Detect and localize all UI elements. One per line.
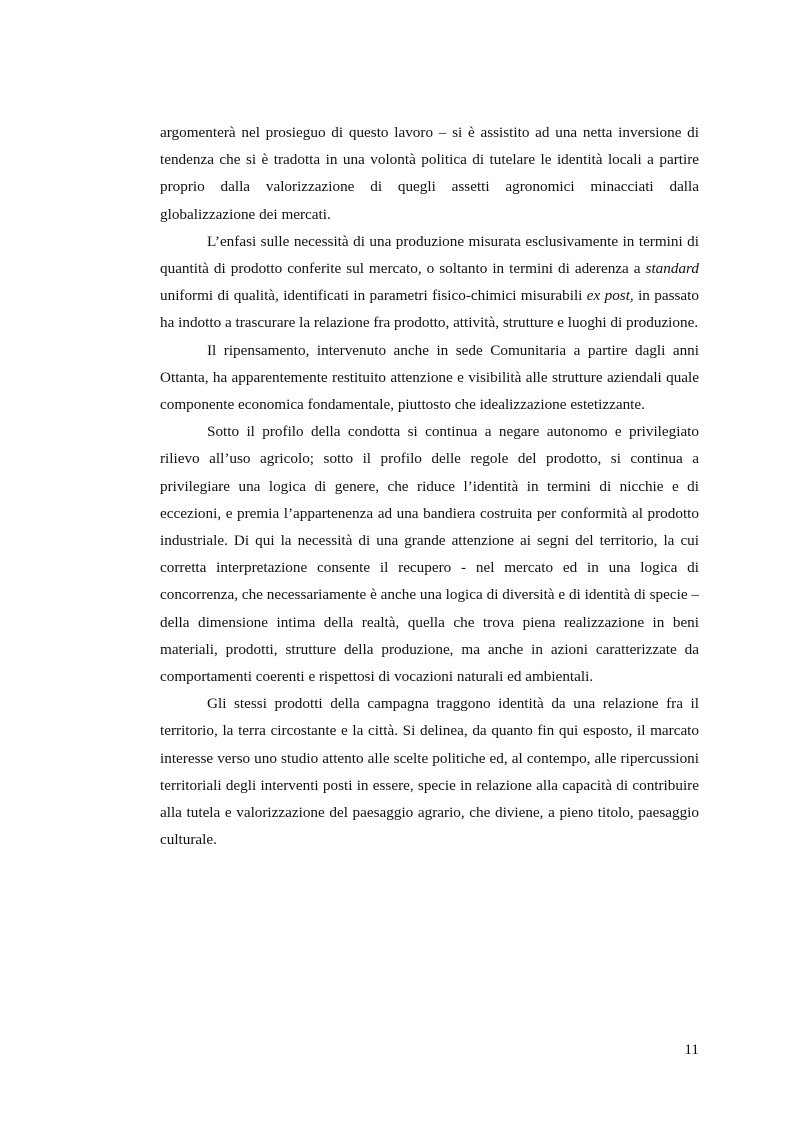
italic-term: standard: [645, 260, 699, 278]
paragraph-4: [160, 418, 699, 690]
page-number: 11: [684, 1041, 699, 1058]
text-segment: argomenterà nel prosieguo di questo lavoro – si è assistito ad una netta inversione di tendenza che si è tradotta in una volontà politica di tutelare le identità locali a partire proprio dalla valorizzazione di quegli assetti agronomici minacciati dalla globalizzazione dei mercati.: [160, 124, 699, 223]
text-segment: L’enfasi sulle necessità di una produzione misurata esclusivamente in termini di quantità di prodotto conferite sul mercato, o soltanto in termini di aderenza a: [160, 232, 699, 278]
text-segment: uniformi di qualità, identificati in parametri fisico-chimici misurabili: [160, 287, 587, 305]
text-segment: Il ripensamento, intervenuto anche in sede Comunitaria a partire dagli anni Ottanta, ha apparentemente restituito attenzione e visibilità alle strutture aziendali quale componente economica fondamentale, piuttosto che idealizzazione estetizzante.: [160, 341, 699, 414]
paragraph-2: [160, 228, 699, 337]
text-segment: Gli stessi prodotti della campagna traggono identità da una relazione fra il territorio, la terra circostante e la città. Si delinea, da quanto fin qui esposto, il marcato interesse verso uno studio attento alle scelte politiche ed, al contempo, alle ripercussioni territoriali degli interventi posti in essere, specie in relazione alla capacità di contribuire alla tutela e valorizzazione del paesaggio agrario, che diviene, a pieno titolo, paesaggio culturale.: [160, 695, 699, 849]
paragraph-3: [160, 337, 699, 419]
italic-term: ex post: [586, 287, 630, 305]
text-segment: , in passato ha indotto a trascurare la relazione fra prodotto, attività, strutture e luoghi di produzione.: [160, 287, 699, 332]
text-segment: Sotto il profilo della condotta si continua a negare autonomo e privilegiato rilievo all’uso agricolo; sotto il profilo delle regole del prodotto, si continua a privilegiare una logica di genere, che riduce l’identità in termini di nicchie e di eccezioni, e premia l’appartenenza ad una bandiera costruita per conformità al prodotto industriale. Di qui la necessità di una grande attenzione ai segni del territorio, la cui corretta interpretazione consente il recupero - nel mercato ed in una logica di concorrenza, che necessariamente è anche una logica di diversità e di identità di specie – della dimensione intima della realtà, quella che trova piena realizzazione in beni materiali, prodotti, strutture della produzione, ma anche in azioni caratterizzate da comportamenti coerenti e rispettosi di vocazioni naturali ed ambientali.: [160, 423, 699, 686]
paragraph-1: [160, 119, 699, 228]
body-text: [160, 119, 699, 853]
paragraph-5: [160, 690, 699, 853]
